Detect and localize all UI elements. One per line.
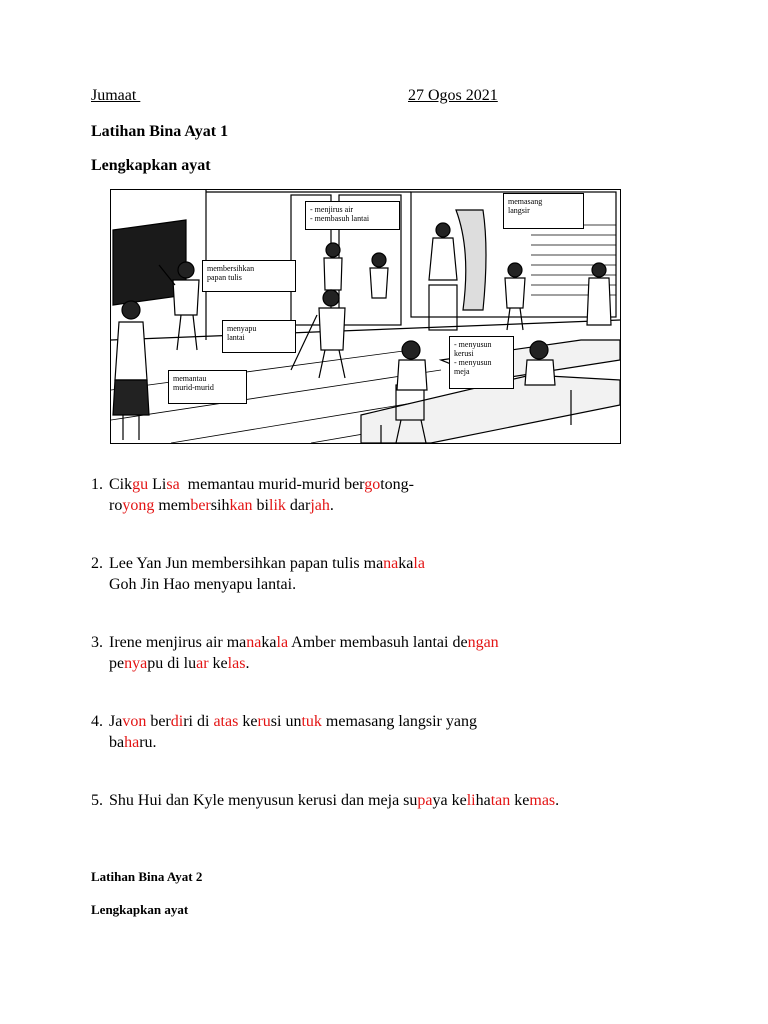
sentence-segment: pu di lu bbox=[147, 655, 197, 672]
sentence-line bbox=[109, 632, 631, 653]
sentence-segment: si un bbox=[270, 713, 302, 730]
sentence-segment: . bbox=[245, 655, 250, 672]
sentence-item bbox=[91, 711, 631, 753]
sentence-item bbox=[91, 474, 631, 516]
sentence-segment: ka bbox=[261, 634, 277, 651]
highlighted-syllable: yong bbox=[122, 497, 155, 514]
sentence-line bbox=[109, 574, 631, 595]
day-label: Jumaat bbox=[91, 87, 141, 104]
sentence-item bbox=[91, 790, 631, 811]
sentence-list bbox=[91, 474, 631, 848]
sentence-segment: ro bbox=[109, 497, 123, 514]
sentence-segment: ke bbox=[208, 655, 228, 672]
exercise-title: Latihan Bina Ayat 1 bbox=[91, 123, 229, 140]
classroom-illustration bbox=[110, 189, 621, 444]
callout-menyusun: - menyusun kerusi - menyusun meja bbox=[449, 336, 514, 389]
highlighted-syllable: pa bbox=[417, 792, 433, 809]
sentence-text bbox=[109, 474, 631, 516]
exercise-instruction: Lengkapkan ayat bbox=[91, 157, 211, 174]
callout-memasang: memasang langsir bbox=[503, 193, 584, 229]
sentence-line bbox=[109, 653, 631, 674]
callout-membersihkan: membersihkan papan tulis bbox=[202, 260, 296, 292]
sentence-segment: Shu Hui dan Kyle menyusun kerusi dan meja su bbox=[109, 792, 418, 809]
sentence-segment: ya ke bbox=[432, 792, 467, 809]
sentence-segment: pe bbox=[109, 655, 125, 672]
sentence-item bbox=[91, 553, 631, 595]
highlighted-syllable: mas bbox=[529, 792, 556, 809]
sentence-number: 5. bbox=[91, 792, 103, 809]
sentence-segment: sih bbox=[210, 497, 230, 514]
highlighted-syllable: lik bbox=[269, 497, 286, 514]
sentence-item bbox=[91, 632, 631, 674]
highlighted-syllable: di bbox=[170, 713, 184, 730]
highlighted-syllable: na bbox=[383, 555, 399, 572]
highlighted-syllable: la bbox=[413, 555, 425, 572]
highlighted-syllable: tuk bbox=[301, 713, 322, 730]
sentence-line bbox=[109, 474, 631, 495]
highlighted-syllable: ha bbox=[124, 734, 140, 751]
sentence-segment: Li bbox=[148, 476, 167, 493]
sentence-line bbox=[109, 790, 631, 811]
highlighted-syllable: a bbox=[213, 713, 221, 730]
callout-menyapu: menyapu lantai bbox=[222, 320, 296, 353]
sentence-segment: ru. bbox=[139, 734, 157, 751]
sentence-segment: Ja bbox=[109, 713, 123, 730]
sentence-line bbox=[109, 732, 631, 753]
sentence-segment: bi bbox=[252, 497, 269, 514]
highlighted-syllable: sa bbox=[166, 476, 180, 493]
sentence-segment: . bbox=[329, 497, 334, 514]
highlighted-syllable: tan bbox=[490, 792, 511, 809]
highlighted-syllable: ru bbox=[257, 713, 271, 730]
highlighted-syllable: la bbox=[276, 634, 289, 651]
sentence-segment: ri di bbox=[183, 713, 214, 730]
sentence-segment: ke bbox=[238, 713, 258, 730]
sentence-segment: memantau murid-murid ber bbox=[179, 476, 365, 493]
exercise-2-title: Latihan Bina Ayat 2 bbox=[91, 869, 203, 884]
highlighted-syllable: go bbox=[364, 476, 381, 493]
sentence-segment: Amber membasuh lantai de bbox=[288, 634, 468, 651]
date-label: 27 Ogos 2021 bbox=[408, 87, 498, 104]
sentence-segment: Irene menjirus air ma bbox=[109, 634, 247, 651]
sentence-line bbox=[109, 711, 631, 732]
sentence-line bbox=[109, 553, 631, 574]
highlighted-syllable: na bbox=[246, 634, 262, 651]
highlighted-syllable: gu bbox=[132, 476, 149, 493]
sentence-segment: Goh Jin Hao menyapu lantai. bbox=[109, 576, 297, 593]
sentence-segment: mem bbox=[154, 497, 191, 514]
sentence-segment: memasang langsir yang bbox=[321, 713, 477, 730]
sentence-segment: ber bbox=[146, 713, 171, 730]
sentence-segment: Lee Yan Jun membersihkan papan tulis ma bbox=[109, 555, 384, 572]
exercise-2-instruction: Lengkapkan ayat bbox=[91, 902, 189, 917]
sentence-text bbox=[109, 632, 631, 674]
highlighted-syllable: nya bbox=[124, 655, 148, 672]
sentence-number: 4. bbox=[91, 713, 103, 730]
highlighted-syllable: kan bbox=[229, 497, 253, 514]
sentence-number: 2. bbox=[91, 555, 103, 572]
highlighted-syllable: jah bbox=[310, 497, 330, 514]
highlighted-syllable: li bbox=[466, 792, 476, 809]
highlighted-syllable: ngan bbox=[467, 634, 499, 651]
highlighted-syllable: ar bbox=[196, 655, 209, 672]
sentence-number: 3. bbox=[91, 634, 103, 651]
sentence-segment: dar bbox=[285, 497, 311, 514]
sentence-segment: ka bbox=[398, 555, 414, 572]
sentence-text bbox=[109, 790, 631, 811]
highlighted-syllable: las bbox=[227, 655, 246, 672]
callout-memantau: memantau murid-murid bbox=[168, 370, 247, 404]
highlighted-syllable: tas bbox=[220, 713, 239, 730]
sentence-segment: . bbox=[555, 792, 560, 809]
highlighted-syllable: ber bbox=[190, 497, 211, 514]
sentence-text bbox=[109, 711, 631, 753]
sentence-segment: tong- bbox=[380, 476, 414, 493]
callout-menjirus: - menjirus air - membasuh lantai bbox=[305, 201, 400, 230]
sentence-line bbox=[109, 495, 631, 516]
sentence-segment: Cik bbox=[109, 476, 133, 493]
sentence-number: 1. bbox=[91, 476, 103, 493]
sentence-segment: ha bbox=[475, 792, 491, 809]
highlighted-syllable: von bbox=[122, 713, 147, 730]
sentence-segment: ba bbox=[109, 734, 125, 751]
sentence-segment: ke bbox=[510, 792, 530, 809]
sentence-text bbox=[109, 553, 631, 595]
